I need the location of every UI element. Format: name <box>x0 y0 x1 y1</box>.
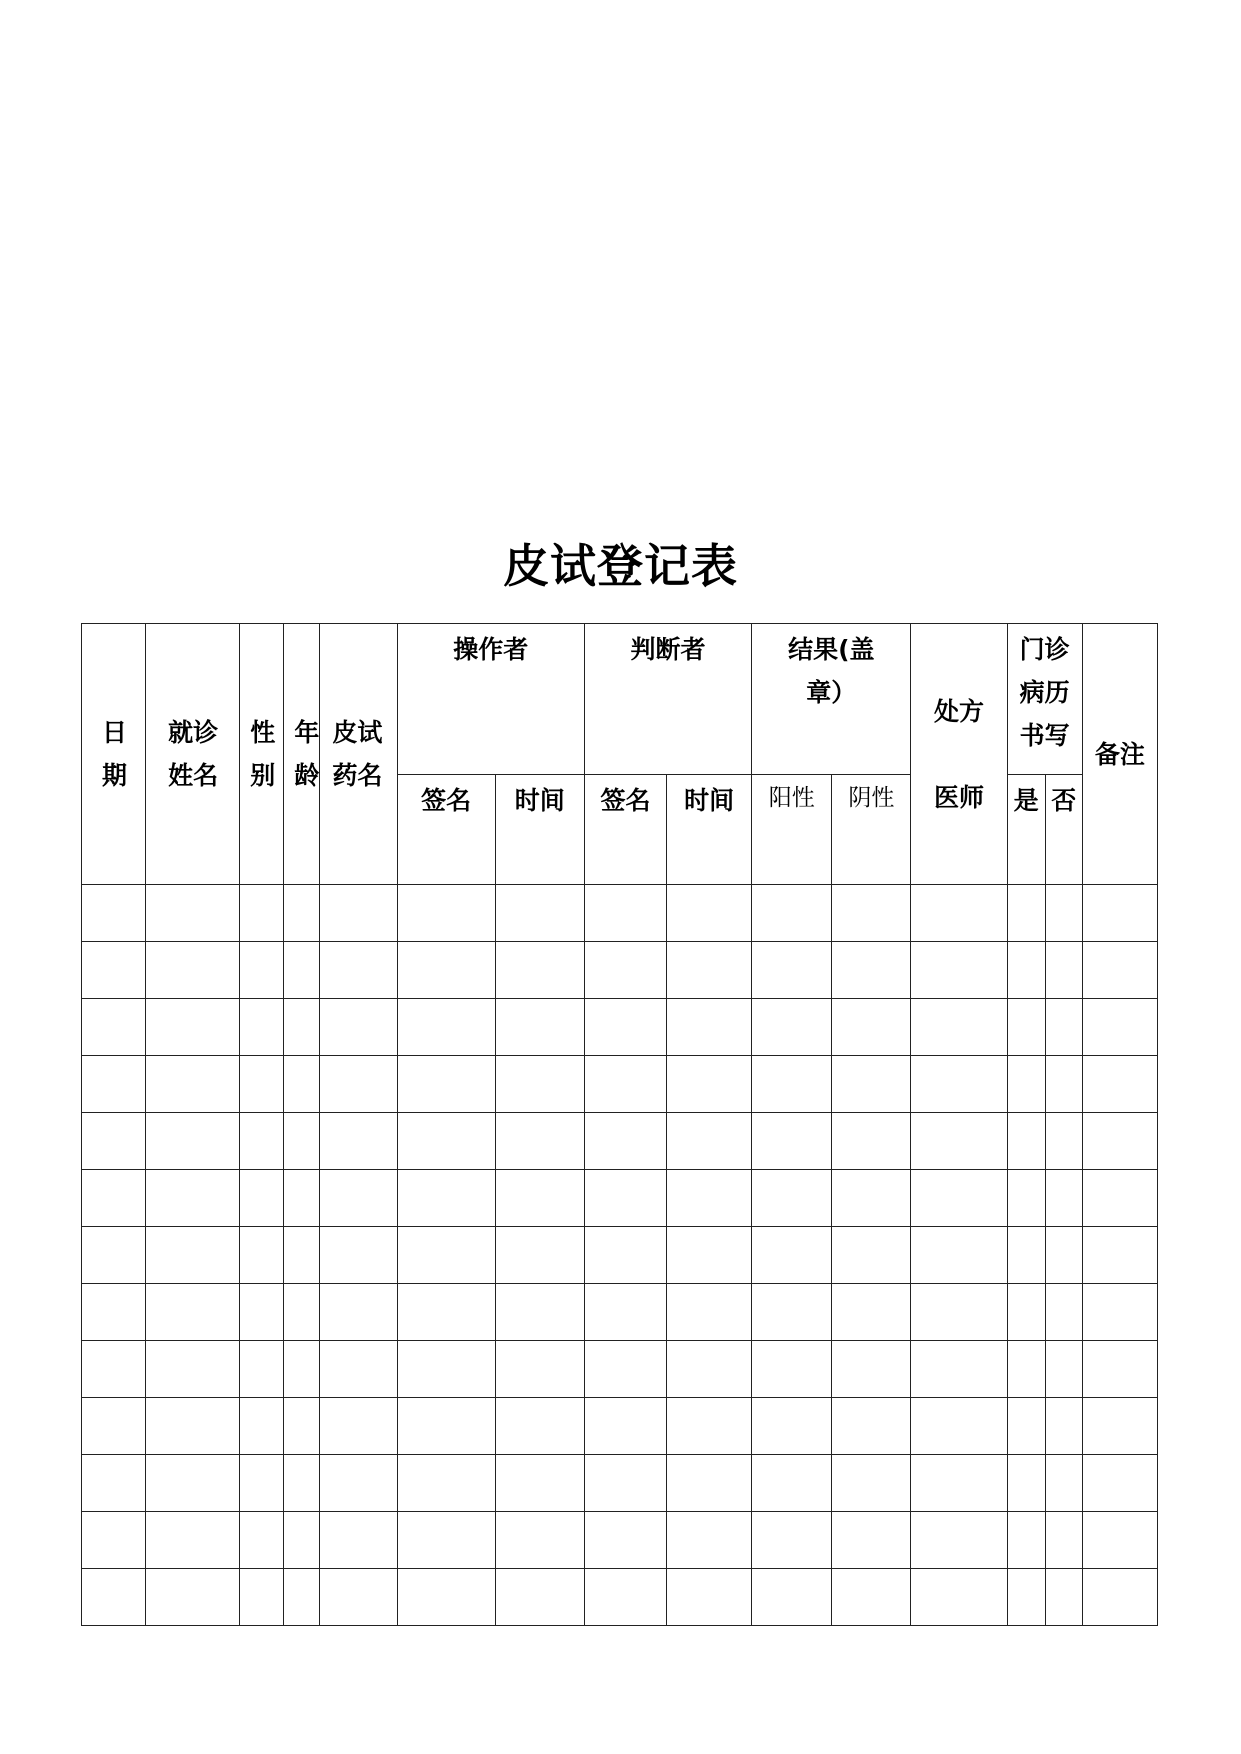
table-cell[interactable] <box>146 1056 240 1113</box>
table-cell[interactable] <box>1045 1398 1082 1455</box>
header-judge-sign: 签名 <box>584 775 666 885</box>
table-cell[interactable] <box>752 1227 832 1284</box>
table-cell[interactable] <box>240 1227 284 1284</box>
table-cell[interactable] <box>320 1398 397 1455</box>
header-date <box>82 624 146 885</box>
table-row <box>82 1284 1158 1341</box>
table-row <box>82 1398 1158 1455</box>
header-patient-line1: 就诊 <box>168 718 219 747</box>
header-remark: 备注 <box>1082 624 1157 885</box>
table-cell[interactable] <box>1045 1227 1082 1284</box>
header-age-line1: 年 <box>294 718 320 747</box>
header-operator-sign: 签名 <box>397 775 495 885</box>
table-cell[interactable] <box>82 1455 146 1512</box>
table-row <box>82 1056 1158 1113</box>
table-cell[interactable] <box>240 1341 284 1398</box>
table-cell[interactable] <box>1045 1056 1082 1113</box>
table-cell[interactable] <box>911 1284 1007 1341</box>
table-cell[interactable] <box>832 942 911 999</box>
table-cell[interactable] <box>397 1512 495 1569</box>
table-cell[interactable] <box>240 1284 284 1341</box>
table-cell[interactable] <box>584 1113 666 1170</box>
header-record-line3: 书写 <box>1019 721 1070 750</box>
table-cell[interactable] <box>397 885 495 942</box>
table-cell[interactable] <box>1007 885 1045 942</box>
table-cell[interactable] <box>284 1170 320 1227</box>
table-cell[interactable] <box>911 1569 1007 1626</box>
header-gender-line1: 性 <box>250 718 276 747</box>
table-cell[interactable] <box>752 1398 832 1455</box>
table-cell[interactable] <box>82 1341 146 1398</box>
table-cell[interactable] <box>667 1341 752 1398</box>
table-cell[interactable] <box>911 1341 1007 1398</box>
table-cell[interactable] <box>320 1227 397 1284</box>
table-cell[interactable] <box>284 885 320 942</box>
table-cell[interactable] <box>667 942 752 999</box>
table-cell[interactable] <box>82 1113 146 1170</box>
table-cell[interactable] <box>495 1227 584 1284</box>
table-cell[interactable] <box>1007 1569 1045 1626</box>
table-cell[interactable] <box>1082 1398 1157 1455</box>
table-cell[interactable] <box>1007 1170 1045 1227</box>
table-row <box>82 1512 1158 1569</box>
table-cell[interactable] <box>240 1569 284 1626</box>
table-cell[interactable] <box>1007 1512 1045 1569</box>
table-cell[interactable] <box>397 1170 495 1227</box>
table-cell[interactable] <box>240 999 284 1056</box>
table-cell[interactable] <box>911 1455 1007 1512</box>
table-cell[interactable] <box>82 1398 146 1455</box>
table-cell[interactable] <box>667 1455 752 1512</box>
table-cell[interactable] <box>1082 942 1157 999</box>
table-cell[interactable] <box>284 942 320 999</box>
table-row <box>82 942 1158 999</box>
table-cell[interactable] <box>667 1569 752 1626</box>
table-cell[interactable] <box>1082 1113 1157 1170</box>
table-cell[interactable] <box>1007 1284 1045 1341</box>
table-cell[interactable] <box>82 885 146 942</box>
header-result-line1: 结果(盖 <box>788 635 875 664</box>
table-cell[interactable] <box>397 1113 495 1170</box>
table-cell[interactable] <box>911 1056 1007 1113</box>
table-cell[interactable] <box>667 1056 752 1113</box>
table-cell[interactable] <box>1007 1113 1045 1170</box>
table-cell[interactable] <box>832 1569 911 1626</box>
table-cell[interactable] <box>752 1284 832 1341</box>
table-cell[interactable] <box>82 1512 146 1569</box>
table-cell[interactable] <box>240 1398 284 1455</box>
table-cell[interactable] <box>1082 1512 1157 1569</box>
table-cell[interactable] <box>832 1512 911 1569</box>
table-cell[interactable] <box>495 999 584 1056</box>
table-cell[interactable] <box>584 1398 666 1455</box>
header-judge-time: 时间 <box>667 775 752 885</box>
table-cell[interactable] <box>1007 1341 1045 1398</box>
table-cell[interactable] <box>320 1170 397 1227</box>
table-cell[interactable] <box>1082 885 1157 942</box>
table-row <box>82 885 1158 942</box>
table-cell[interactable] <box>320 999 397 1056</box>
table-row <box>82 999 1158 1056</box>
table-cell[interactable] <box>1007 1398 1045 1455</box>
table-cell[interactable] <box>284 999 320 1056</box>
table-cell[interactable] <box>82 1170 146 1227</box>
table-cell[interactable] <box>146 1455 240 1512</box>
table-cell[interactable] <box>284 1113 320 1170</box>
table-cell[interactable] <box>495 1056 584 1113</box>
header-date-line1: 日 <box>102 718 128 747</box>
table-cell[interactable] <box>495 1398 584 1455</box>
header-doctor-line2: 医师 <box>934 782 985 812</box>
table-cell[interactable] <box>1082 999 1157 1056</box>
table-cell[interactable] <box>397 1569 495 1626</box>
table-cell[interactable] <box>146 1227 240 1284</box>
table-cell[interactable] <box>1007 942 1045 999</box>
table-cell[interactable] <box>752 1455 832 1512</box>
table-cell[interactable] <box>495 885 584 942</box>
table-cell[interactable] <box>1045 1455 1082 1512</box>
header-result <box>752 624 911 775</box>
table-cell[interactable] <box>584 1170 666 1227</box>
table-cell[interactable] <box>240 942 284 999</box>
table-cell[interactable] <box>397 1455 495 1512</box>
table-cell[interactable] <box>82 999 146 1056</box>
header-positive: 阳性 <box>752 775 832 885</box>
table-cell[interactable] <box>397 1284 495 1341</box>
table-cell[interactable] <box>832 1170 911 1227</box>
table-cell[interactable] <box>584 999 666 1056</box>
header-drug-name <box>320 624 397 885</box>
header-judge: 判断者 <box>584 624 751 775</box>
table-cell[interactable] <box>146 1398 240 1455</box>
table-cell[interactable] <box>240 1512 284 1569</box>
table-cell[interactable] <box>82 1284 146 1341</box>
table-cell[interactable] <box>320 1113 397 1170</box>
table-cell[interactable] <box>146 942 240 999</box>
table-cell[interactable] <box>1045 1512 1082 1569</box>
table-cell[interactable] <box>752 942 832 999</box>
table-cell[interactable] <box>832 1341 911 1398</box>
table-cell[interactable] <box>320 942 397 999</box>
table-cell[interactable] <box>584 942 666 999</box>
table-cell[interactable] <box>82 1056 146 1113</box>
table-cell[interactable] <box>240 1455 284 1512</box>
header-date-line2: 期 <box>102 761 128 790</box>
table-row <box>82 1113 1158 1170</box>
table-cell[interactable] <box>495 1569 584 1626</box>
header-patient-name <box>146 624 240 885</box>
table-cell[interactable] <box>320 1284 397 1341</box>
table-cell[interactable] <box>667 1170 752 1227</box>
table-cell[interactable] <box>832 1056 911 1113</box>
table-cell[interactable] <box>240 1170 284 1227</box>
header-result-line2: 章） <box>806 678 857 707</box>
table-cell[interactable] <box>146 1569 240 1626</box>
table-cell[interactable] <box>911 1113 1007 1170</box>
table-cell[interactable] <box>667 1227 752 1284</box>
header-operator-time: 时间 <box>495 775 584 885</box>
table-cell[interactable] <box>397 1056 495 1113</box>
header-drug-line1: 皮试 <box>332 718 383 747</box>
table-cell[interactable] <box>911 1398 1007 1455</box>
table-cell[interactable] <box>397 942 495 999</box>
table-cell[interactable] <box>397 1341 495 1398</box>
table-cell[interactable] <box>1045 1569 1082 1626</box>
table-cell[interactable] <box>284 1341 320 1398</box>
table-cell[interactable] <box>1045 1113 1082 1170</box>
header-no: 否 <box>1045 775 1082 885</box>
table-cell[interactable] <box>584 1341 666 1398</box>
table-cell[interactable] <box>320 1569 397 1626</box>
table-cell[interactable] <box>752 1569 832 1626</box>
table-cell[interactable] <box>1082 1455 1157 1512</box>
table-cell[interactable] <box>832 1398 911 1455</box>
table-cell[interactable] <box>911 1227 1007 1284</box>
header-outpatient-record <box>1007 624 1082 775</box>
table-cell[interactable] <box>752 1341 832 1398</box>
table-cell[interactable] <box>284 1227 320 1284</box>
table-cell[interactable] <box>82 1227 146 1284</box>
table-cell[interactable] <box>240 1113 284 1170</box>
header-age <box>284 624 320 885</box>
table-cell[interactable] <box>1045 999 1082 1056</box>
table-row <box>82 1227 1158 1284</box>
table-cell[interactable] <box>146 1284 240 1341</box>
table-cell[interactable] <box>284 1398 320 1455</box>
table-cell[interactable] <box>82 1569 146 1626</box>
table-row <box>82 1569 1158 1626</box>
table-body <box>82 885 1158 1626</box>
table-cell[interactable] <box>1045 1170 1082 1227</box>
header-drug-line2: 药名 <box>332 761 383 790</box>
table-cell[interactable] <box>1007 1455 1045 1512</box>
table-cell[interactable] <box>1007 1056 1045 1113</box>
table-cell[interactable] <box>146 885 240 942</box>
table-cell[interactable] <box>1007 999 1045 1056</box>
page-title: 皮试登记表 <box>503 539 738 593</box>
header-negative: 阴性 <box>832 775 911 885</box>
table-cell[interactable] <box>1082 1227 1157 1284</box>
table-cell[interactable] <box>584 885 666 942</box>
table-cell[interactable] <box>752 1113 832 1170</box>
table-cell[interactable] <box>911 999 1007 1056</box>
table-cell[interactable] <box>1045 1341 1082 1398</box>
table-cell[interactable] <box>667 1284 752 1341</box>
header-gender <box>240 624 284 885</box>
table-cell[interactable] <box>1007 1227 1045 1284</box>
table-cell[interactable] <box>1082 1341 1157 1398</box>
table-cell[interactable] <box>832 999 911 1056</box>
table-cell[interactable] <box>320 1056 397 1113</box>
table-cell[interactable] <box>146 1113 240 1170</box>
table-cell[interactable] <box>832 885 911 942</box>
table-cell[interactable] <box>584 1512 666 1569</box>
table-cell[interactable] <box>667 1113 752 1170</box>
table-cell[interactable] <box>752 1170 832 1227</box>
table-cell[interactable] <box>911 1170 1007 1227</box>
table-cell[interactable] <box>495 942 584 999</box>
table-cell[interactable] <box>495 1170 584 1227</box>
table-cell[interactable] <box>284 1056 320 1113</box>
header-yes: 是 <box>1007 775 1045 885</box>
header-patient-line2: 姓名 <box>168 761 219 790</box>
table-cell[interactable] <box>320 885 397 942</box>
table-cell[interactable] <box>1082 1170 1157 1227</box>
table-row <box>82 1170 1158 1227</box>
header-record-line2: 病历 <box>1019 678 1070 707</box>
table-cell[interactable] <box>832 1113 911 1170</box>
table-cell[interactable] <box>284 1455 320 1512</box>
table-cell[interactable] <box>397 1227 495 1284</box>
header-operator: 操作者 <box>397 624 584 775</box>
table-cell[interactable] <box>1082 1056 1157 1113</box>
table-cell[interactable] <box>911 1512 1007 1569</box>
table-cell[interactable] <box>752 1056 832 1113</box>
table-cell[interactable] <box>584 1455 666 1512</box>
table-cell[interactable] <box>397 999 495 1056</box>
table-cell[interactable] <box>832 1284 911 1341</box>
header-prescribing-doctor <box>911 624 1007 885</box>
table-cell[interactable] <box>146 1512 240 1569</box>
table-cell[interactable] <box>495 1512 584 1569</box>
header-record-line1: 门诊 <box>1019 635 1070 664</box>
table-cell[interactable] <box>667 885 752 942</box>
table-cell[interactable] <box>752 1512 832 1569</box>
table-cell[interactable] <box>584 1227 666 1284</box>
table-cell[interactable] <box>911 885 1007 942</box>
table-cell[interactable] <box>667 999 752 1056</box>
table-cell[interactable] <box>240 885 284 942</box>
table-cell[interactable] <box>752 885 832 942</box>
table-cell[interactable] <box>284 1569 320 1626</box>
registration-table-wrap <box>81 623 1158 1626</box>
header-age-line2: 龄 <box>294 761 320 790</box>
table-cell[interactable] <box>495 1341 584 1398</box>
table-cell[interactable] <box>284 1512 320 1569</box>
table-cell[interactable] <box>320 1455 397 1512</box>
table-row <box>82 1455 1158 1512</box>
table-cell[interactable] <box>832 1227 911 1284</box>
table-cell[interactable] <box>82 942 146 999</box>
table-cell[interactable] <box>832 1455 911 1512</box>
table-cell[interactable] <box>584 1056 666 1113</box>
table-cell[interactable] <box>584 1569 666 1626</box>
table-cell[interactable] <box>146 1341 240 1398</box>
table-cell[interactable] <box>320 1341 397 1398</box>
table-cell[interactable] <box>667 1398 752 1455</box>
header-gender-line2: 别 <box>250 761 276 790</box>
table-cell[interactable] <box>911 942 1007 999</box>
table-cell[interactable] <box>495 1284 584 1341</box>
table-cell[interactable] <box>584 1284 666 1341</box>
table-cell[interactable] <box>397 1398 495 1455</box>
table-cell[interactable] <box>284 1284 320 1341</box>
registration-table <box>81 623 1158 1626</box>
header-doctor-line1: 处方 <box>934 696 985 726</box>
table-cell[interactable] <box>320 1512 397 1569</box>
table-cell[interactable] <box>1082 1284 1157 1341</box>
table-cell[interactable] <box>1045 885 1082 942</box>
table-cell[interactable] <box>495 1113 584 1170</box>
table-cell[interactable] <box>752 999 832 1056</box>
table-cell[interactable] <box>1045 1284 1082 1341</box>
table-cell[interactable] <box>240 1056 284 1113</box>
table-cell[interactable] <box>667 1512 752 1569</box>
table-cell[interactable] <box>1082 1569 1157 1626</box>
table-cell[interactable] <box>495 1455 584 1512</box>
table-cell[interactable] <box>1045 942 1082 999</box>
table-row <box>82 1341 1158 1398</box>
table-cell[interactable] <box>146 1170 240 1227</box>
table-cell[interactable] <box>146 999 240 1056</box>
